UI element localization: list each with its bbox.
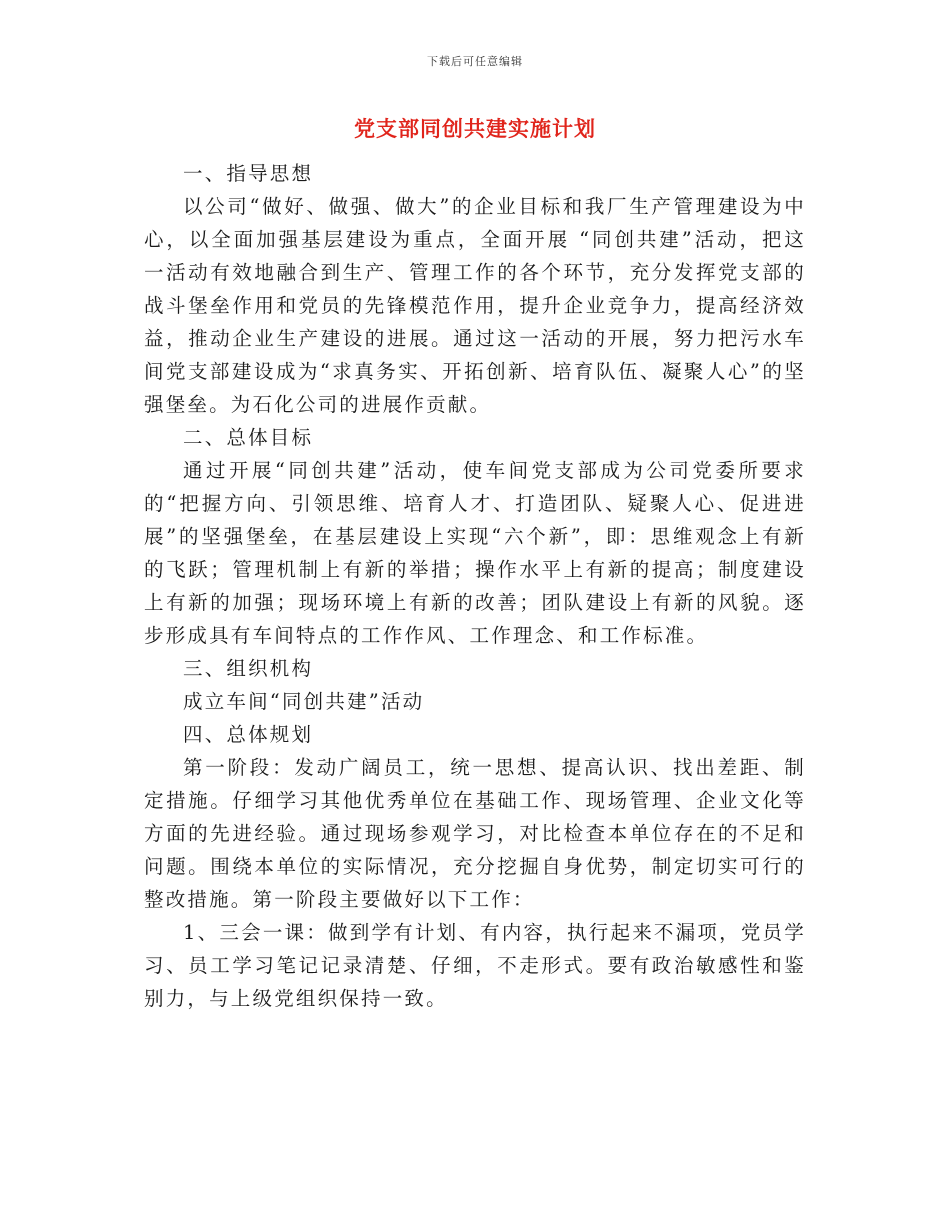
paragraph-phase-one: 第一阶段：发动广阔员工，统一思想、提高认识、找出差距、制定措施。仔细学习其他优秀单位在基础工作、现场管理、企业文化等方面的先进经验。通过现场参观学习，对比检查本单位存在的不足和问题。围绕本单位的实际情况，充分挖掘自身优势，制定切实可行的整改措施。第一阶段主要做好以下工作： xyxy=(144,756,806,911)
heading-overall-plan: 四、总体规划 xyxy=(183,723,314,746)
heading-guiding-ideology: 一、指导思想 xyxy=(183,162,314,185)
running-header: 下载后可任意编辑 xyxy=(427,55,523,68)
heading-organization: 三、组织机构 xyxy=(183,657,314,680)
document-body xyxy=(144,157,806,1015)
paragraph-overall-goal: 通过开展“同创共建”活动，使车间党支部成为公司党委所要求的“把握方向、引领思维、培育人才、打造团队、疑聚人心、促进进展”的坚强堡垒，在基层建设上实现“六个新”，即：思维观念上有新的飞跃；管理机制上有新的举措；操作水平上有新的提高；制度建设上有新的加强；现场环境上有新的改善；团队建设上有新的风貌。逐步形成具有车间特点的工作作风、工作理念、和工作标准。 xyxy=(144,459,806,647)
heading-overall-goal: 二、总体目标 xyxy=(183,426,314,449)
paragraph-guiding-ideology: 以公司“做好、做强、做大”的企业目标和我厂生产管理建设为中心，以全面加强基层建设为重点，全面开展 “同创共建”活动，把这一活动有效地融合到生产、管理工作的各个环节，充分发挥党支部的战斗堡垒作用和党员的先锋模范作用，提升企业竞争力，提高经济效益，推动企业生产建设的进展。通过这一活动的开展，努力把污水车间党支部建设成为“求真务实、开拓创新、培育队伍、凝聚人心”的坚强堡垒。为石化公司的进展作贡献。 xyxy=(144,195,806,416)
paragraph-organization: 成立车间“同创共建”活动 xyxy=(183,690,425,713)
paragraph-three-meetings: 1、三会一课：做到学有计划、有内容，执行起来不漏项，党员学习、员工学习笔记记录清楚、仔细，不走形式。要有政治敏感性和鉴别力，与上级党组织保持一致。 xyxy=(144,921,806,1010)
document-title: 党支部同创共建实施计划 xyxy=(354,116,596,141)
